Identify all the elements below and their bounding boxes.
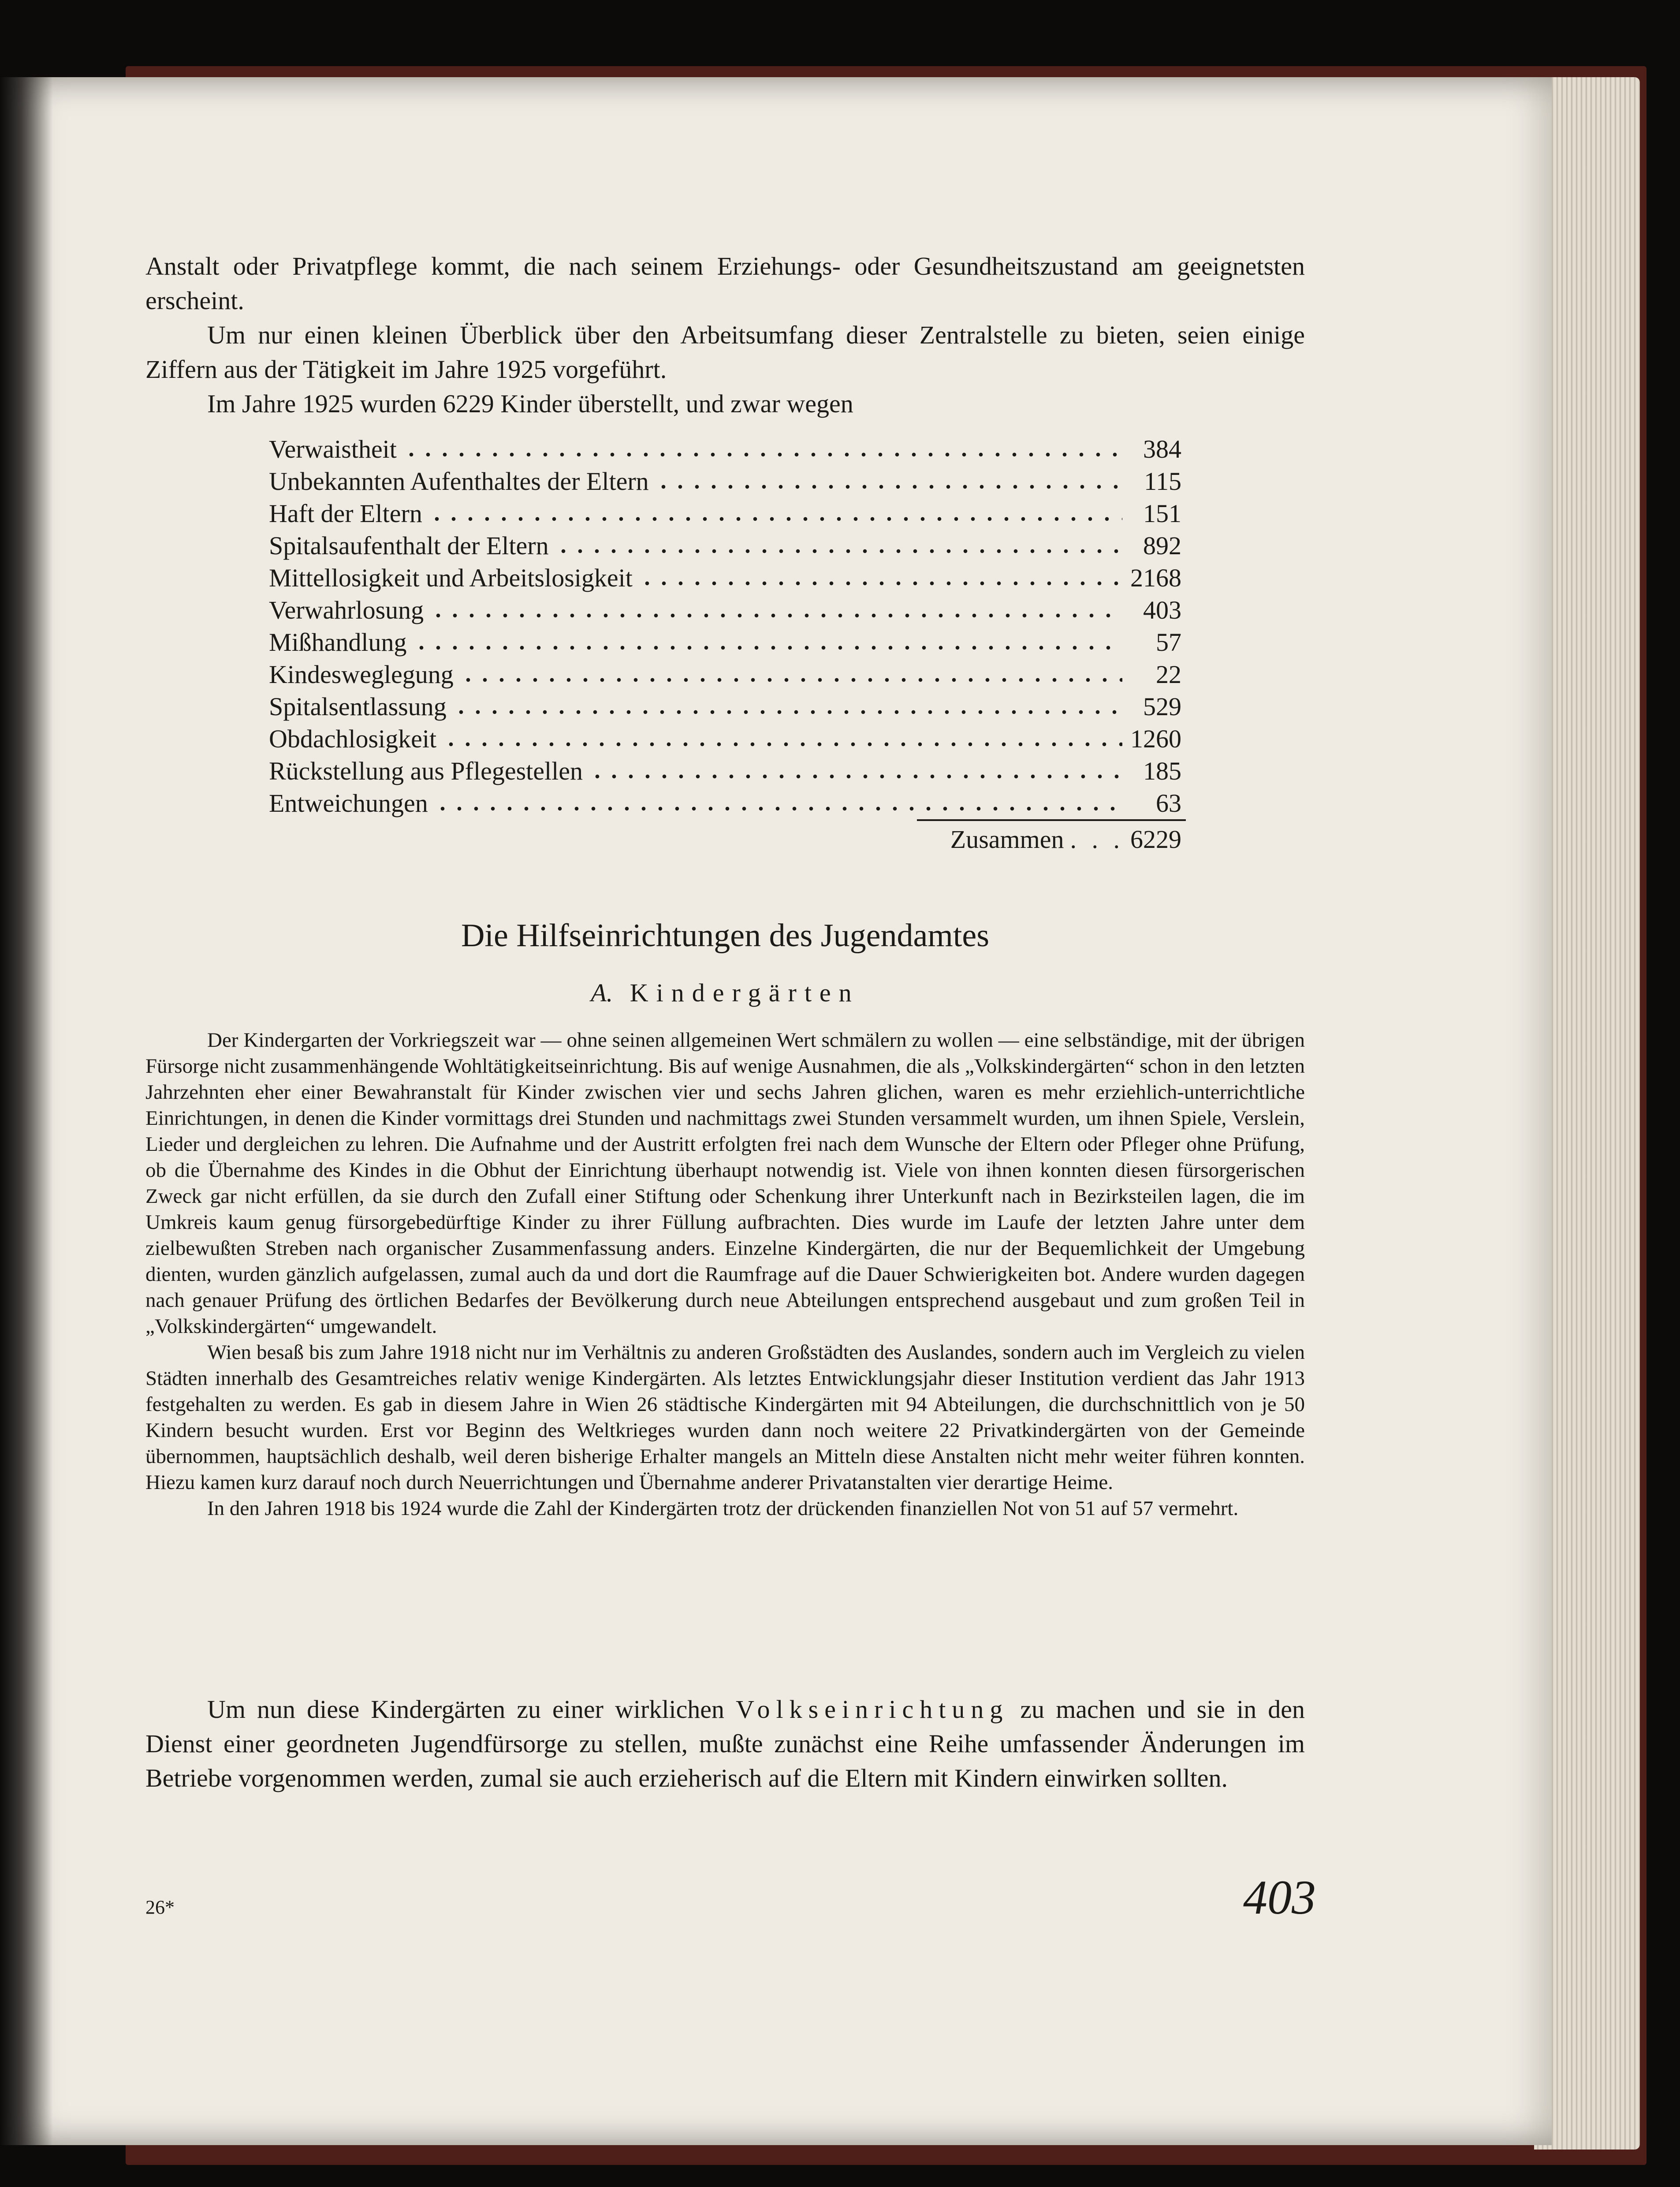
- table-row: [269, 660, 1181, 692]
- subsection-heading: [145, 978, 1305, 1008]
- table-row: [269, 595, 1181, 627]
- leader-dots: [589, 773, 1122, 780]
- intro-paragraph-1: Anstalt oder Privatpflege kommt, die nach seinem Erziehungs- oder Gesundheitszustand am geeignetsten erscheint.: [145, 252, 1305, 315]
- page-number: 403: [1243, 1870, 1316, 1924]
- gutter-shadow: [0, 77, 53, 2145]
- row-value: 529: [1143, 692, 1181, 721]
- total-label: Zusammen: [950, 825, 1064, 854]
- row-label: Mißhandlung: [269, 628, 407, 657]
- statistics-table: [269, 434, 1181, 821]
- table-row: [269, 531, 1181, 563]
- row-label: Obdachlosigkeit: [269, 724, 437, 753]
- subsection-title: Kindergärten: [630, 978, 860, 1007]
- row-label: Verwahrlosung: [269, 596, 424, 624]
- row-value: 892: [1143, 531, 1181, 560]
- table-row: [269, 756, 1181, 788]
- leader-dots: [460, 677, 1122, 683]
- intro-text: [145, 249, 1305, 421]
- table-row: [269, 499, 1181, 531]
- row-label: Spitalsentlassung: [269, 692, 447, 721]
- row-label: Unbekannten Aufenthaltes der Eltern: [269, 467, 649, 496]
- row-label: Haft der Eltern: [269, 499, 422, 528]
- sum-rule: [917, 819, 1186, 821]
- body-small-text: [145, 1027, 1305, 1522]
- row-value: 403: [1143, 596, 1181, 624]
- row-value: 384: [1143, 435, 1181, 463]
- total-row: [921, 825, 1181, 854]
- body-paragraph-1: Der Kindergarten der Vorkriegszeit war — ohne seinen allgemeinen Wert schmälern zu wollen — eine selbständige, mit der übrigen Fürsorge nicht zusammenhängende Wohltätigkeitseinrichtung. Bis auf wenige Ausnahmen, die als „Volkskindergärten“ schon in den letzten Jahrzehnten eher einer Bewahranstalt für Kinder zwischen vier und sechs Jahren glichen, waren es mehr erziehlich-unterrichtliche Einrichtungen, in denen die Kinder vormittags drei Stunden und nachmittags zwei Stunden versammelt wurden, um ihnen Spiele, Verslein, Lieder und dergleichen zu lehren. Die Aufnahme und der Austritt erfolgten frei nach dem Wunsche der Eltern oder Pfleger ohne Prüfung, ob die Übernahme des Kindes in die Obhut der Einrichtung überhaupt notwendig ist. Viele von ihnen konnten diesen fürsorgerischen Zweck gar nicht erfüllen, da sie durch den Zufall einer Stiftung oder Schenkung ihrer Unterkunft nach in Bezirksteilen lagen, die im Umkreis kaum genug fürsorgebedürftige Kinder zu ihrer Füllung aufbrachten. Dies wurde im Laufe der letzten Jahre unter dem zielbewußten Streben nach organischer Zusammenfassung anders. Einzelne Kindergärten, die nur der Bequemlichkeit der Umgebung dienten, wurden gänzlich aufgelassen, zumal auch da und dort die Raumfrage auf die Dauer Schwierigkeiten bot. Andere wurden dagegen nach genauer Prüfung des örtlichen Bedarfes der Bevölkerung durch neue Abteilungen entsprechend ausgebaut und zum großen Teil in „Volkskindergärten“ umgewandelt.: [145, 1029, 1305, 1338]
- section-heading: Die Hilfseinrichtungen des Jugendamtes: [461, 918, 990, 954]
- row-value: 2168: [1130, 564, 1181, 592]
- intro-paragraph-2: Um nur einen kleinen Überblick über den Arbeitsumfang dieser Zentralstelle zu bieten, seien einige Ziffern aus der Tätigkeit im Jahre 1925 vorgeführt.: [145, 321, 1305, 384]
- closing-text: [145, 1692, 1305, 1795]
- leader-dots: [555, 548, 1122, 554]
- row-value: 115: [1144, 467, 1181, 496]
- row-label: Entweichungen: [269, 789, 428, 817]
- row-label: Mittellosigkeit und Arbeitslosigkeit: [269, 564, 633, 592]
- row-value: 22: [1156, 660, 1181, 689]
- row-label: Kindesweglegung: [269, 660, 454, 689]
- intro-paragraph-3: Im Jahre 1925 wurden 6229 Kinder überstellt, und zwar wegen: [207, 389, 853, 418]
- leader-dots: [453, 709, 1122, 715]
- leader-dots: [430, 612, 1122, 619]
- row-value: 57: [1156, 628, 1181, 657]
- row-value: 1260: [1130, 724, 1181, 753]
- table-row: [269, 467, 1181, 499]
- row-label: Spitalsaufenthalt der Eltern: [269, 531, 549, 560]
- signature-mark: 26*: [145, 1896, 175, 1918]
- row-label: Rückstellung aus Pflegestellen: [269, 757, 583, 785]
- table-row: [269, 627, 1181, 660]
- subsection-letter: A.: [591, 978, 613, 1007]
- leader-dots: [403, 452, 1122, 458]
- row-value: 185: [1143, 757, 1181, 785]
- closing-before: Um nun diese Kindergärten zu einer wirklichen: [207, 1695, 725, 1724]
- row-value: 63: [1156, 789, 1181, 817]
- leader-dots: [428, 516, 1122, 522]
- leader-dots: [413, 645, 1122, 651]
- row-value: 151: [1143, 499, 1181, 528]
- leader-dots: [639, 580, 1122, 586]
- closing-paragraph: [145, 1692, 1305, 1795]
- body-paragraph-2: Wien besaß bis zum Jahre 1918 nicht nur im Verhältnis zu anderen Großstädten des Auslandes, sondern auch im Vergleich zu vielen Städten innerhalb des Gesamtreiches relativ wenige Kindergärten. Als letztes Entwicklungsjahr dieser Institution verdient das Jahr 1913 festgehalten zu werden. Es gab in diesem Jahre in Wien 26 städtische Kindergärten mit 94 Abteilungen, die durchschnittlich von je 50 Kindern besucht wurden. Erst vor Beginn des Weltkrieges wurden dann noch weitere 22 Privatkindergärten von der Gemeinde übernommen, hauptsächlich deshalb, weil deren bisherige Erhalter mangels an Mitteln diese Anstalten nicht mehr weiter führen konnten. Hiezu kamen kurz darauf noch durch Neuerrichtungen und Übernahme anderer Privatanstalten vier derartige Heime.: [145, 1341, 1305, 1494]
- leader-dots: [655, 484, 1122, 490]
- total-value: 6229: [1130, 825, 1181, 854]
- total-dots: . . .: [1070, 825, 1124, 854]
- table-row: [269, 434, 1181, 467]
- table-row: [269, 692, 1181, 724]
- leader-dots: [443, 741, 1122, 747]
- body-paragraph-3: In den Jahren 1918 bis 1924 wurde die Zahl der Kindergärten trotz der drückenden finanziellen Not von 51 auf 57 vermehrt.: [207, 1497, 1239, 1520]
- table-row: [269, 563, 1181, 595]
- row-label: Verwaistheit: [269, 435, 397, 463]
- closing-spaced-word: Volkseinrichtung: [736, 1695, 1009, 1724]
- table-row: [269, 724, 1181, 756]
- table-row: [269, 788, 1181, 821]
- closing-after: zu machen und sie in den Dienst einer geordneten Jugendfürsorge zu stellen, mußte zunächst eine Reihe umfassender Änderungen im Betriebe vorgenommen werden, zumal sie auch erzieherisch auf die Eltern mit Kindern einwirken sollten.: [145, 1695, 1305, 1792]
- leader-dots: [434, 806, 1122, 812]
